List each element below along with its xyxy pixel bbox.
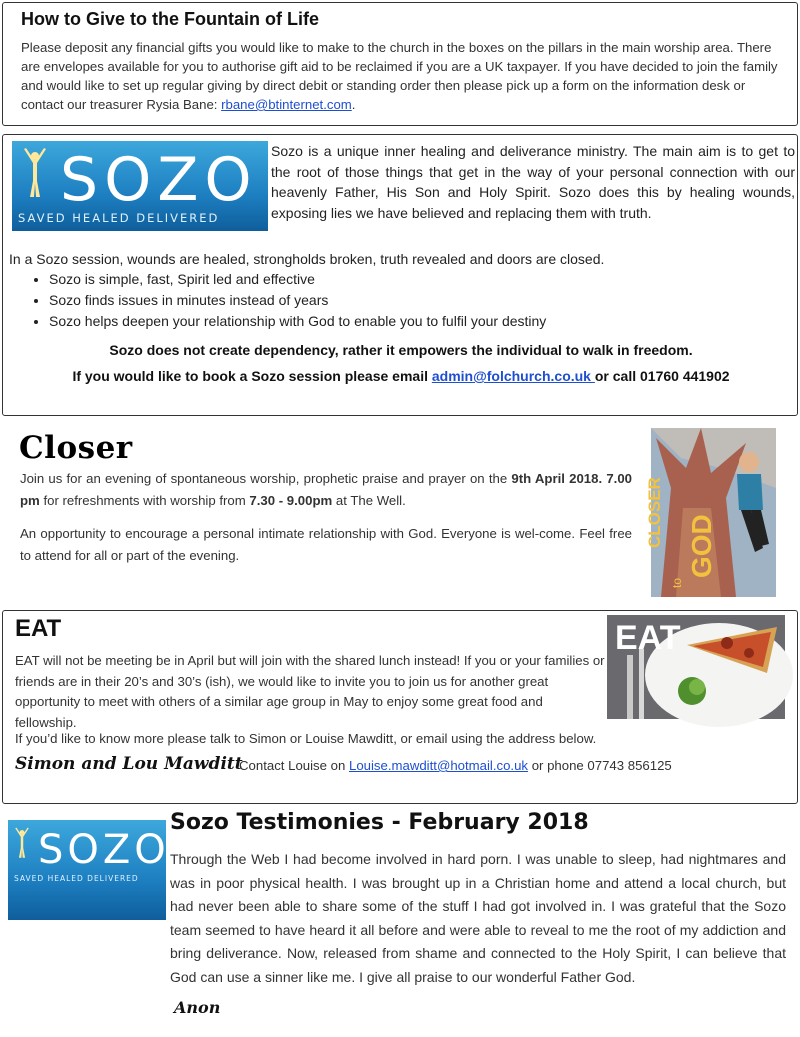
eat-title: EAT xyxy=(15,615,62,642)
pizza-plate-icon xyxy=(607,615,785,719)
closer-time: 7.30 - 9.00pm xyxy=(249,493,333,508)
eat-signature: Simon and Lou Mawditt xyxy=(15,754,243,774)
closer-text-a: Join us for an evening of spontaneous worship, prophetic praise and prayer on the xyxy=(20,471,512,486)
sozo-booking xyxy=(3,368,799,384)
eat-contact-suffix: or phone 07743 856125 xyxy=(528,758,672,773)
eat-food-photo xyxy=(607,615,785,719)
closer-to-god-artwork xyxy=(645,428,776,597)
tree-painting-icon xyxy=(645,428,776,597)
giving-body xyxy=(21,38,783,114)
sozo-bullet: • Sozo helps deepen your relationship with God to enable you to fulfil your destiny xyxy=(49,311,546,332)
praising-figure-icon xyxy=(22,147,48,199)
eat-contact-note: If you’d like to know more please talk to Simon or Louise Mawditt, or email using the address below. xyxy=(15,731,597,746)
sozo-bullet: • Sozo is simple, fast, Spirit led and effective xyxy=(49,269,546,290)
testimonies-section xyxy=(0,810,800,1037)
closer-text-b: for refreshments with worship from xyxy=(39,493,250,508)
giving-end: . xyxy=(351,97,356,112)
eat-photo-label: EAT xyxy=(615,619,681,657)
eat-contact-prefix: Contact Louise on xyxy=(239,758,349,773)
sozo-section xyxy=(2,134,798,416)
sozo-logo-tagline: SAVED HEALED DELIVERED xyxy=(14,874,139,883)
eat-description: EAT will not be meeting be in April but will join with the shared lunch instead! If you or your families or friends are in their 20’s and 30’s (ish), we would like to invite you to join us for another great opportunity to meet with others of a similar age group in May to enjoy some great food and fellowship. xyxy=(15,653,605,730)
sozo-email-link[interactable]: admin@folchurch.co.uk xyxy=(431,368,595,384)
giving-text: Please deposit any financial gifts you would like to make to the church in the boxes on the pillars in the main worship area. There are envelopes available for you to authorise gift aid to be reclaimed if you are a UK taxpayer. If you have decided to join the family and would like to set up regular giving by direct debit or standing order then please pick up a form on the information desk or contact our treasurer Rysia Bane: xyxy=(21,40,778,112)
sozo-intro: Sozo is a unique inner healing and deliverance ministry. The main aim is to get to the root of those things that get in the way of your personal connection with our heavenly Father, His Son and Holy Spirit. Sozo does this by healing wounds, exposing lies we have believed and replacing them with truth. xyxy=(271,143,795,221)
sozo-logo xyxy=(12,141,268,231)
closer-title: Closer xyxy=(19,430,133,466)
sozo-lead: In a Sozo session, wounds are healed, strongholds broken, truth revealed and doors are closed. xyxy=(9,251,605,267)
closer-art-word: CLOSER xyxy=(645,477,664,548)
eat-contact xyxy=(239,758,672,773)
logo-spacer xyxy=(14,848,170,968)
sozo-logo-tagline: SAVED HEALED DELIVERED xyxy=(18,211,220,225)
sozo-logo-word: SOZO xyxy=(60,145,258,215)
giving-title: How to Give to the Fountain of Life xyxy=(21,9,319,29)
testimony-text: Through the Web I had become involved in hard porn. I was unable to sleep, had nightmares and was in poor physical health. I was brought up in a Christian home and attend a local church, but had never been able to share some of the stuff I had got involved in. I was grateful that the Sozo team seemed to have heard it all before and were able to reveal to me the root of my addiction and bring deliverance. Now, released from shame and connected to the Holy Spirit, I can believe that God can use a sinner like me. I give all praise to our wonderful Father God. xyxy=(170,851,786,985)
sozo-bullets xyxy=(33,269,546,332)
eat-section xyxy=(2,610,798,804)
closer-text-c: at The Well. xyxy=(332,493,406,508)
closer-date: 9th April 2018. 7.00 pm xyxy=(20,471,632,508)
closer-details xyxy=(20,468,632,512)
closer-description: An opportunity to encourage a personal intimate relationship with God. Everyone is wel-come. Feel free to attend for all or part of the evening. xyxy=(20,526,632,563)
treasurer-email-link[interactable]: rbane@btinternet.com xyxy=(221,97,352,112)
closer-section xyxy=(0,424,800,604)
sozo-statement: Sozo does not create dependency, rather it empowers the individual to walk in freedom. xyxy=(109,342,693,358)
god-art-word: GOD xyxy=(686,514,717,578)
louise-email-link[interactable]: Louise.mawditt@hotmail.co.uk xyxy=(348,758,529,773)
testimonies-title: Sozo Testimonies - February 2018 xyxy=(170,810,589,835)
testimony-body xyxy=(14,848,786,989)
to-art-word: to xyxy=(670,577,684,588)
giving-section xyxy=(2,2,798,126)
sozo-bullet: • Sozo finds issues in minutes instead of years xyxy=(49,290,546,311)
sozo-booking-suffix: or call 01760 441902 xyxy=(594,368,730,384)
sozo-logo-word: SOZO xyxy=(38,827,170,873)
sozo-booking-prefix: If you would like to book a Sozo session please email xyxy=(72,368,432,384)
testimony-signoff: Anon xyxy=(174,998,221,1017)
